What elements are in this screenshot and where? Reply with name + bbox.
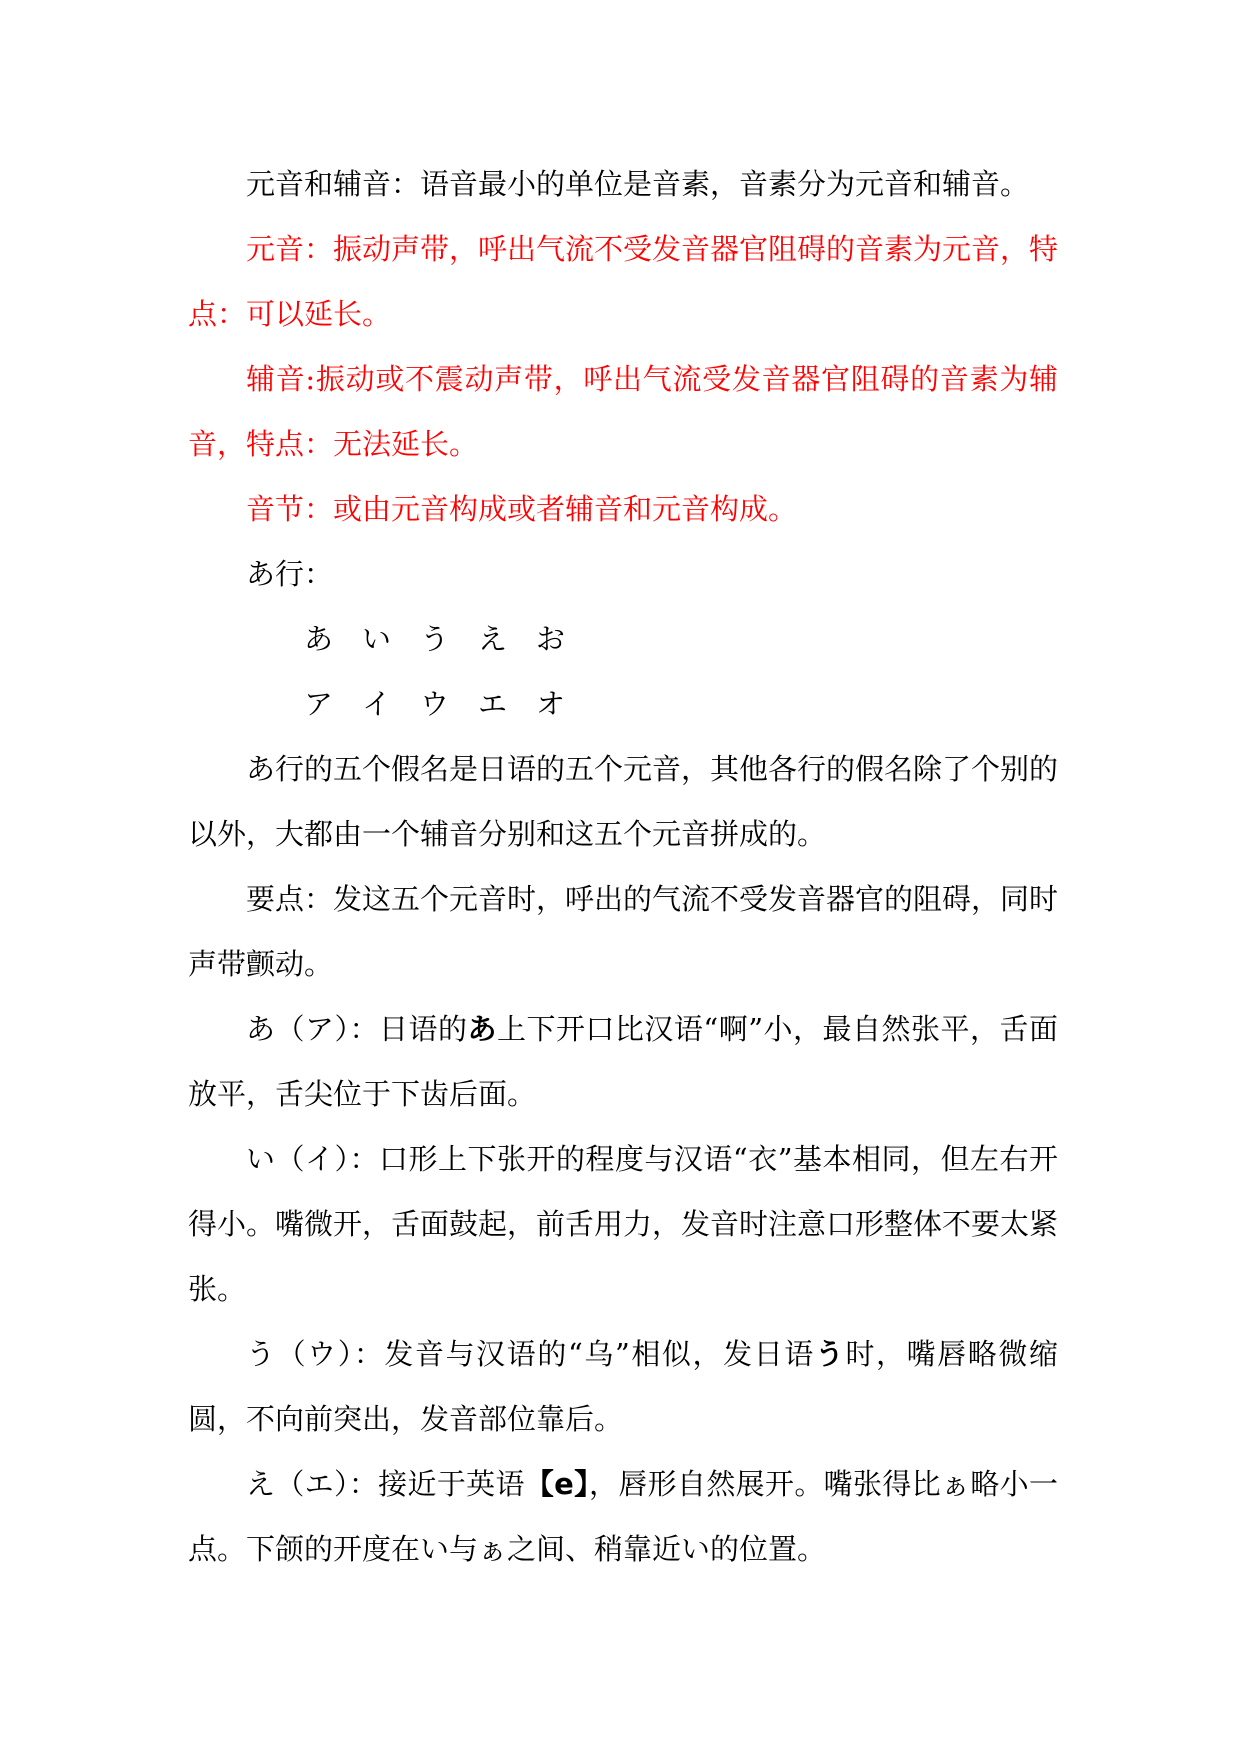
kana-a: あ [304, 622, 334, 656]
para-a-description: あ（ア）：日语的あ上下开口比汉语“啊”小，最自然张平，舌面放平，舌尖位于下齿后面。 [188, 1012, 1058, 1111]
kana-o: お [536, 622, 566, 656]
para-consonant-definition: 辅音:振动或不震动声带，呼出气流受发音器官阻碍的音素为辅音，特点：无法延长。 [188, 362, 1058, 461]
kana-kata-o: オ [536, 687, 566, 721]
para-vowel-definition: 元音：振动声带，呼出气流不受发音器官阻碍的音素为元音，特点：可以延长。 [188, 232, 1059, 331]
para-i-description: い（イ）：口形上下张开的程度与汉语“衣”基本相同，但左右开得小。嘴微开，舌面鼓起，前舌用力，发音时注意口形整体不要太紧张。 [188, 1142, 1059, 1306]
kana-kata-e: エ [478, 687, 508, 721]
para-a-row-explanation: あ行的五个假名是日语的五个元音，其他各行的假名除了个别的以外，大都由一个辅音分别和这五个元音拼成的。 [188, 752, 1059, 851]
kana-kata-u: ウ [420, 687, 450, 721]
para-vowel-consonant-intro: 元音和辅音：语音最小的单位是音素，音素分为元音和辅音。 [246, 167, 1030, 201]
document-page [188, 152, 1058, 1582]
kana-u: う [420, 622, 450, 656]
katakana-row [188, 672, 1058, 737]
kana-kata-i: イ [362, 687, 392, 721]
kana-e: え [478, 622, 508, 656]
hiragana-row [188, 607, 1058, 672]
para-a-row-heading: あ行： [246, 557, 334, 591]
para-syllable-definition: 音节：或由元音构成或者辅音和元音构成。 [246, 492, 798, 526]
para-key-points: 要点：发这五个元音时，呼出的气流不受发音器官的阻碍，同时声带颤动。 [188, 882, 1059, 981]
kana-kata-a: ア [304, 687, 334, 721]
para-u-description: う（ウ）：发音与汉语的“乌”相似，发日语う时，嘴唇略微缩圆，不向前突出，发音部位靠后。 [188, 1337, 1058, 1436]
para-e-description: え（エ）：接近于英语【e】，唇形自然展开。嘴张得比ぁ略小一点。下颌的开度在い与ぁ之间、稍靠近い的位置。 [188, 1467, 1058, 1566]
kana-i: い [362, 622, 392, 656]
